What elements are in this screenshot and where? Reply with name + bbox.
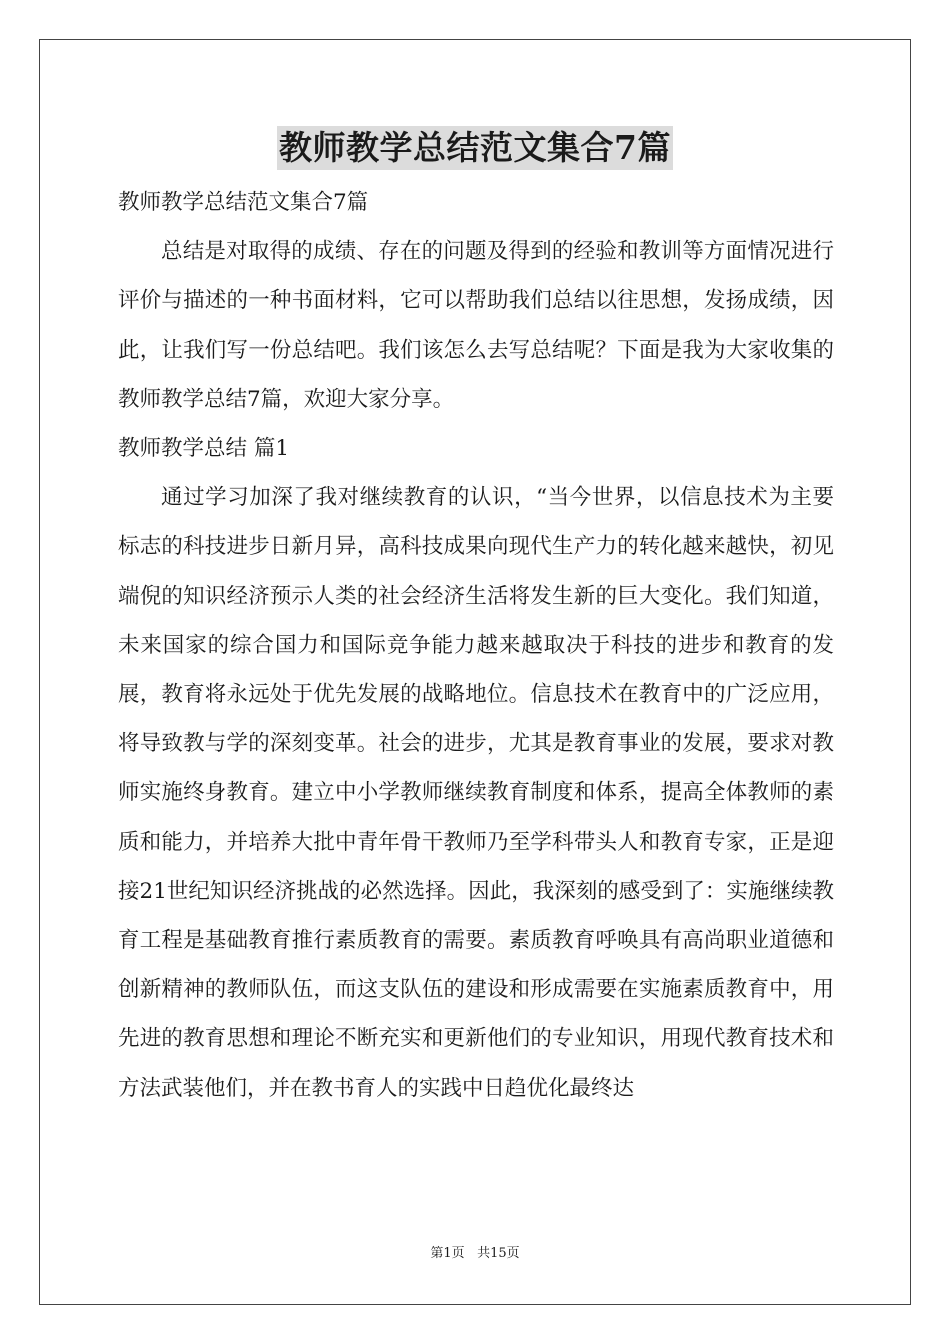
- title-container: [0, 126, 950, 170]
- document-subtitle: 教师教学总结范文集合7篇: [118, 190, 369, 215]
- section-heading: 教师教学总结 篇1: [118, 436, 290, 462]
- page-total: 共15页: [477, 1246, 520, 1261]
- section-paragraph: 通过学习加深了我对继续教育的认识，“当今世界，以信息技术为主要标志的科技进步日新月异，高科技成果向现代生产力的转化越来越快，初见端倪的知识经济预示人类的社会经济生活将发生新的巨大变化。我们知道，未来国家的综合国力和国际竞争能力越来越取决于科技的进步和教育的发展，教育将永远处于优先发展的战略地位。信息技术在教育中的广泛应用，将导致教与学的深刻变革。社会的进步，尤其是教育事业的发展，要求对教师实施终身教育。建立中小学教师继续教育制度和体系，提高全体教师的素质和能力，并培养大批中青年骨干教师乃至学科带头人和教育专家，正是迎接21世纪知识经济挑战的必然选择。因此，我深刻的感受到了：实施继续教育工程是基础教育推行素质教育的需要。素质教育呼唤具有高尚职业道德和创新精神的教师队伍，而这支队伍的建设和形成需要在实施素质教育中，用先进的教育思想和理论不断充实和更新他们的专业知识，用现代教育技术和方法武装他们，并在教书育人的实践中日趋优化最终达: [118, 485, 834, 1101]
- document-body: [118, 178, 834, 1113]
- page-footer: [0, 1245, 950, 1263]
- intro-paragraph: 总结是对取得的成绩、存在的问题及得到的经验和教训等方面情况进行评价与描述的一种书面材料，它可以帮助我们总结以往思想，发扬成绩，因此，让我们写一份总结吧。我们该怎么去写总结呢？下面是我为大家收集的教师教学总结7篇，欢迎大家分享。: [118, 239, 834, 412]
- document-title: 教师教学总结范文集合7篇: [277, 126, 673, 170]
- page-number: 第1页: [430, 1246, 465, 1261]
